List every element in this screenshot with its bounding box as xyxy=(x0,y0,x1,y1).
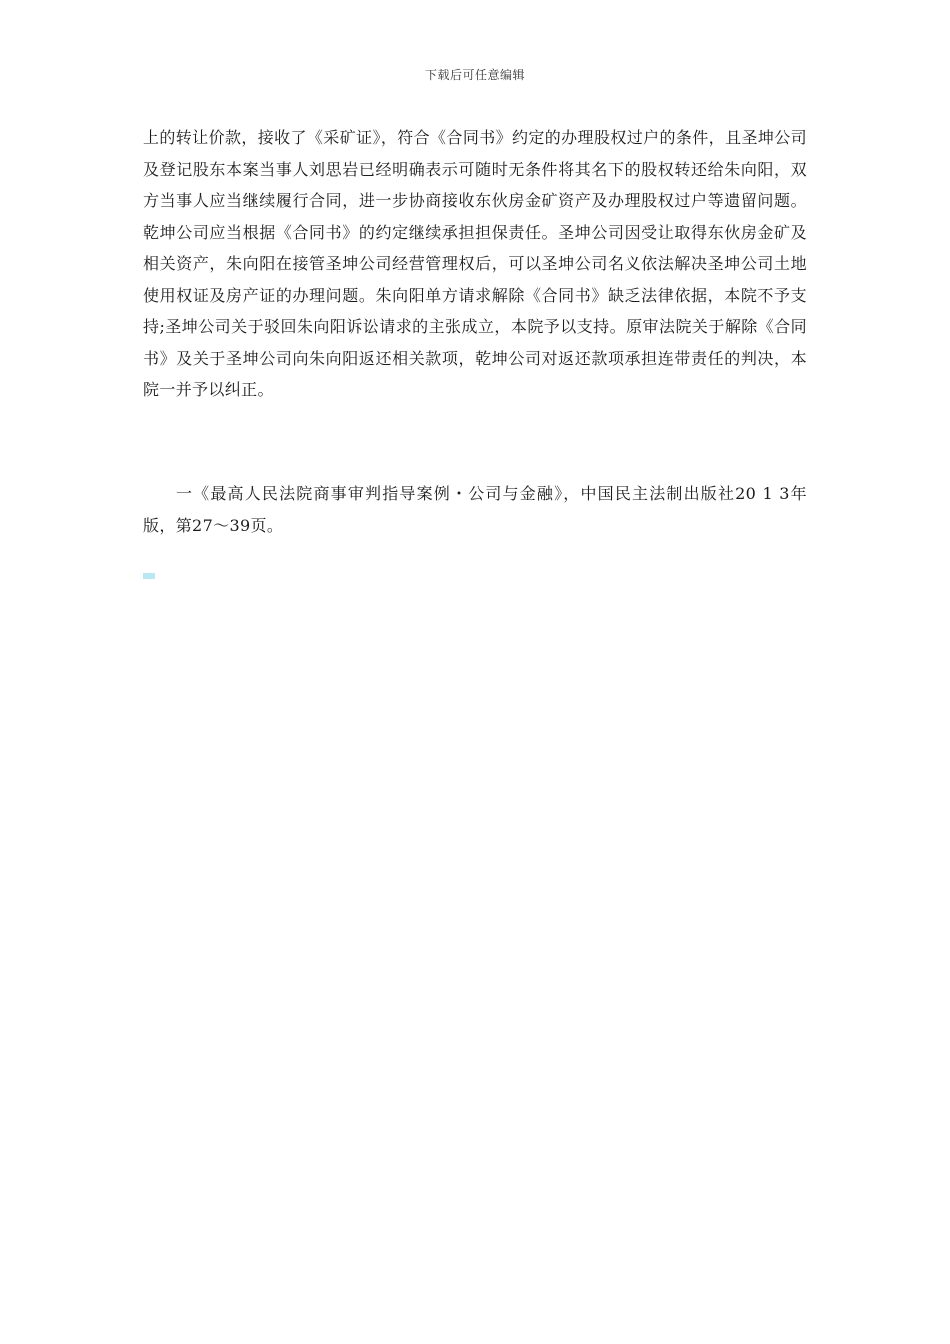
highlight-marker xyxy=(143,573,155,579)
page-header: 下载后可任意编辑 xyxy=(424,68,525,82)
body-paragraph-judgment: 上的转让价款，接收了《采矿证》，符合《合同书》约定的办理股权过户的条件，且圣坤公司及登记股东本案当事人刘思岩已经明确表示可随时无条件将其名下的股权转还给朱向阳，双方当事人应当继续履行合同，进一步协商接收东伙房金矿资产及办理股权过户等遗留问题。乾坤公司应当根据《合同书》的约定继续承担担保责任。圣坤公司因受让取得东伙房金矿及相关资产，朱向阳在接管圣坤公司经营管理权后，可以圣坤公司名义依法解决圣坤公司土地使用权证及房产证的办理问题。朱向阳单方请求解除《合同书》缺乏法律依据，本院不予支持;圣坤公司关于驳回朱向阳诉讼请求的主张成立，本院予以支持。原审法院关于解除《合同书》及关于圣坤公司向朱向阳返还相关款项，乾坤公司对返还款项承担连带责任的判决，本院一并予以纠正。 xyxy=(143,128,807,399)
body-paragraph-citation: 一《最高人民法院商事审判指导案例・公司与金融》，中国民主法制出版社20 1 3年版，第27～39页。 xyxy=(143,484,807,535)
